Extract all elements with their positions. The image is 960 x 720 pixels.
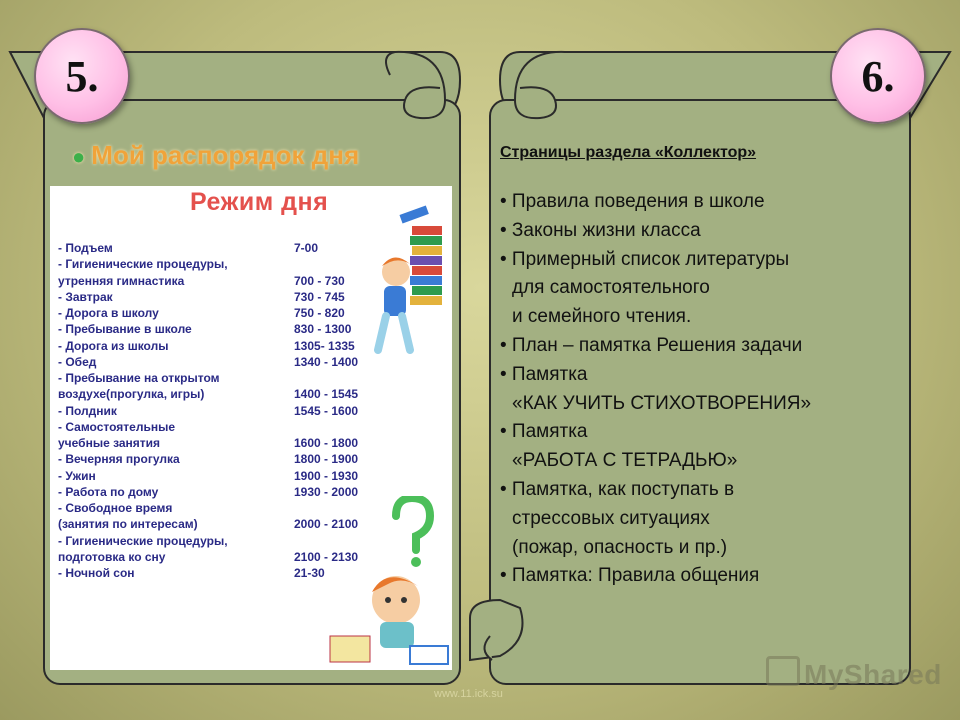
watermark-logo [766,656,942,691]
schedule-activity: - Завтрак [58,289,113,304]
right-panel [500,144,900,591]
schedule-activity: подготовка ко сну [58,549,166,564]
schedule-time: 1800 - 1900 [294,452,359,467]
schedule-activity: утренняя гимнастика [58,273,185,288]
schedule-time: 700 - 730 [294,273,345,288]
collector-list-line: «КАК УЧИТЬ СТИХОТВОРЕНИЯ» [512,392,812,414]
schedule-row [58,321,358,337]
schedule-row [58,289,358,305]
schedule-row [58,273,358,289]
schedule-time: 1930 - 2000 [294,484,359,499]
collector-list-line: • План – памятка Решения задачи [500,334,803,356]
watermark-logo-text: MyShared [804,659,942,690]
schedule-row [58,533,358,549]
schedule-time: 1900 - 1930 [294,468,359,483]
collector-list-line: • Правила поведения в школе [500,191,765,212]
schedule-activity: - Обед [58,354,97,369]
left-panel-title [72,140,452,174]
schedule-row [58,516,358,532]
schedule-row [58,240,358,256]
collector-heading: Страницы раздела «Коллектор» [500,144,757,161]
schedule-time: 7-00 [294,241,319,255]
collector-list-line: стрессовых ситуациях [512,507,710,529]
collector-list-line: • Законы жизни класса [500,219,701,241]
schedule-time: 830 - 1300 [294,322,352,337]
collector-list-line: (пожар, опасность и пр.) [512,536,728,558]
schedule-row [58,419,358,435]
boy-with-books-illustration [370,200,450,360]
schedule-activity: - Пребывание в школе [58,322,192,337]
bullet-icon: ● [72,144,86,169]
collector-list-line: • Примерный список литературы [500,248,790,270]
schedule-activity: - Полдник [58,403,117,418]
schedule-row [58,370,358,386]
schedule-time: 2100 - 2130 [294,549,359,564]
schedule-row [58,549,358,565]
schedule-row [58,403,358,419]
schedule-activity: - Гигиенические процедуры, [58,533,228,548]
schedule-row [58,338,358,354]
collector-list-line: «РАБОТА С ТЕТРАДЬЮ» [512,450,738,472]
schedule-time: 1600 - 1800 [294,436,359,450]
schedule-row [58,565,358,581]
schedule-activity: - Ночной сон [58,566,135,580]
schedule-time: 1340 - 1400 [294,354,359,369]
schedule-row [58,484,358,500]
schedule-row [58,435,358,451]
schedule-activity: - Дорога в школу [58,306,159,320]
schedule-activity: - Пребывание на открытом [58,371,220,385]
collector-list-line: и семейного чтения. [512,306,692,328]
schedule-time: 750 - 820 [294,306,345,320]
schedule-activity: - Самостоятельные [58,419,175,434]
schedule-row [58,354,358,370]
schedule-row [58,386,358,402]
collector-list [500,188,900,591]
schedule-activity: - Работа по дому [58,484,159,499]
schedule-time: 1400 - 1545 [294,387,359,402]
schedule-row [58,468,358,484]
screen-icon [766,656,800,686]
collector-list-line: • Памятка, как поступать в [500,478,735,500]
schedule-activity: воздухе(прогулка, игры) [58,387,205,402]
collector-list-line: для самостоятельного [512,277,710,299]
schedule-time: 21-30 [294,566,325,580]
schedule-time: 1545 - 1600 [294,403,359,418]
left-title-text: Мой распорядок дня [91,140,360,170]
collector-list-line: • Памятка: Правила общения [500,565,760,587]
schedule-activity: - Свободное время [58,501,173,515]
daily-schedule-card [50,186,452,670]
slide-number-6-badge: 6. [830,28,926,124]
slide-number-5-badge: 5. [34,28,130,124]
schedule-time: 730 - 745 [294,289,345,304]
schedule-activity: учебные занятия [58,436,161,450]
schedule-row [58,256,358,272]
collector-list-line: • Памятка [500,421,588,443]
watermark-url: www.11.ick.su [434,688,503,700]
schedule-activity: - Подъем [58,241,113,255]
collector-list-line: • Памятка [500,363,588,385]
schedule-row [58,451,358,467]
schedule-row [58,305,358,321]
schedule-activity: - Вечерняя прогулка [58,452,180,467]
schedule-rows [58,240,358,581]
schedule-time: 1305- 1335 [294,338,355,353]
schedule-activity: - Гигиенические процедуры, [58,257,228,272]
schedule-activity: - Дорога из школы [58,338,169,353]
schedule-activity: (занятия по интересам) [58,517,198,532]
schedule-activity: - Ужин [58,468,96,483]
schedule-time: 2000 - 2100 [294,517,359,532]
schedule-row [58,500,358,516]
schedule-title: Режим дня [190,188,329,216]
